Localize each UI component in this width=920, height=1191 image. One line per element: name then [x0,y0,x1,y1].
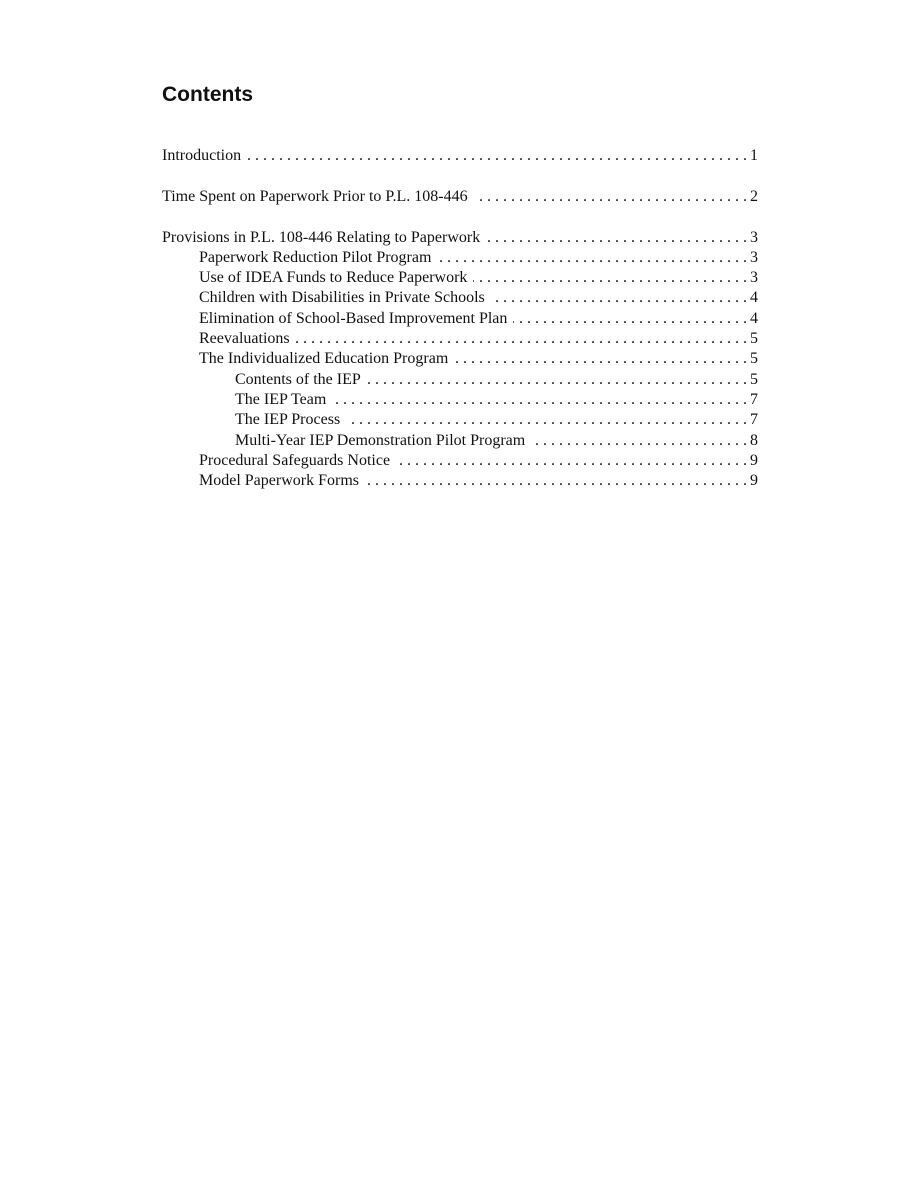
toc-entry-title: Multi-Year IEP Demonstration Pilot Program [235,431,526,449]
toc-entry-title: Provisions in P.L. 108-446 Relating to Paperwork [162,228,481,246]
toc-entry-page-number: 9 [750,451,758,469]
toc-entry-page-number: 3 [750,228,758,246]
toc-entry-page-number: 1 [750,147,758,164]
dot-leader [367,370,747,390]
dot-leader [491,288,747,308]
dot-leader [296,329,747,349]
dot-leader [473,268,747,288]
dot-leader [454,349,747,369]
toc-entry[interactable] [162,471,758,491]
toc-entry-page-number: 5 [750,350,758,368]
dot-leader [486,228,747,248]
toc-entry[interactable] [162,349,758,369]
toc-entry-title: The IEP Team [235,390,327,408]
toc-entry-page-number: 5 [750,330,758,348]
toc-entry[interactable] [162,390,758,410]
toc-entry-page-number: 7 [750,411,758,429]
toc-entry-title: Paperwork Reduction Pilot Program [199,248,432,266]
toc-entry[interactable] [162,370,758,390]
table-of-contents [162,146,758,491]
toc-entry-page-number: 3 [750,248,758,266]
toc-entry-page-number: 5 [750,370,758,388]
dot-leader [474,187,747,207]
toc-entry-title: Time Spent on Paperwork Prior to P.L. 108-446 [162,187,468,205]
toc-entry-title: The Individualized Education Program [199,350,449,368]
toc-entry[interactable] [162,288,758,308]
toc-entry-page-number: 8 [750,431,758,449]
toc-entry[interactable] [162,309,758,329]
toc-entry-title: Elimination of School-Based Improvement Plan [199,309,508,327]
toc-entry[interactable] [162,248,758,268]
dot-leader [513,309,747,329]
dot-leader [365,471,747,491]
toc-entry-title: Use of IDEA Funds to Reduce Paperwork [199,269,468,287]
toc-entry-page-number: 4 [750,309,758,327]
toc-entry-page-number: 2 [750,187,758,205]
toc-entry[interactable] [162,451,758,471]
toc-entry-title: Children with Disabilities in Private Schools [199,289,485,307]
toc-entry-page-number: 3 [750,269,758,287]
toc-entry[interactable] [162,228,758,248]
toc-entry-title: The IEP Process [235,411,341,429]
toc-entry[interactable] [162,187,758,207]
toc-entry[interactable] [162,410,758,430]
toc-entry-page-number: 9 [750,472,758,490]
dot-leader [332,390,747,410]
dot-leader [346,410,747,430]
toc-entry-title: Model Paperwork Forms [199,472,359,490]
dot-leader [531,431,747,451]
dot-leader [247,146,747,166]
dot-leader [396,451,747,471]
toc-entry[interactable] [162,329,758,349]
dot-leader [437,248,747,268]
toc-entry[interactable] [162,146,758,166]
page-title: Contents [162,83,253,106]
toc-entry-page-number: 7 [750,390,758,408]
toc-entry-title: Procedural Safeguards Notice [199,451,391,469]
toc-entry-title: Contents of the IEP [235,370,361,388]
toc-entry[interactable] [162,431,758,451]
toc-entry-title: Reevaluations [199,330,290,348]
toc-entry[interactable] [162,268,758,288]
toc-entry-page-number: 4 [750,289,758,307]
toc-entry-title: Introduction [162,147,242,164]
